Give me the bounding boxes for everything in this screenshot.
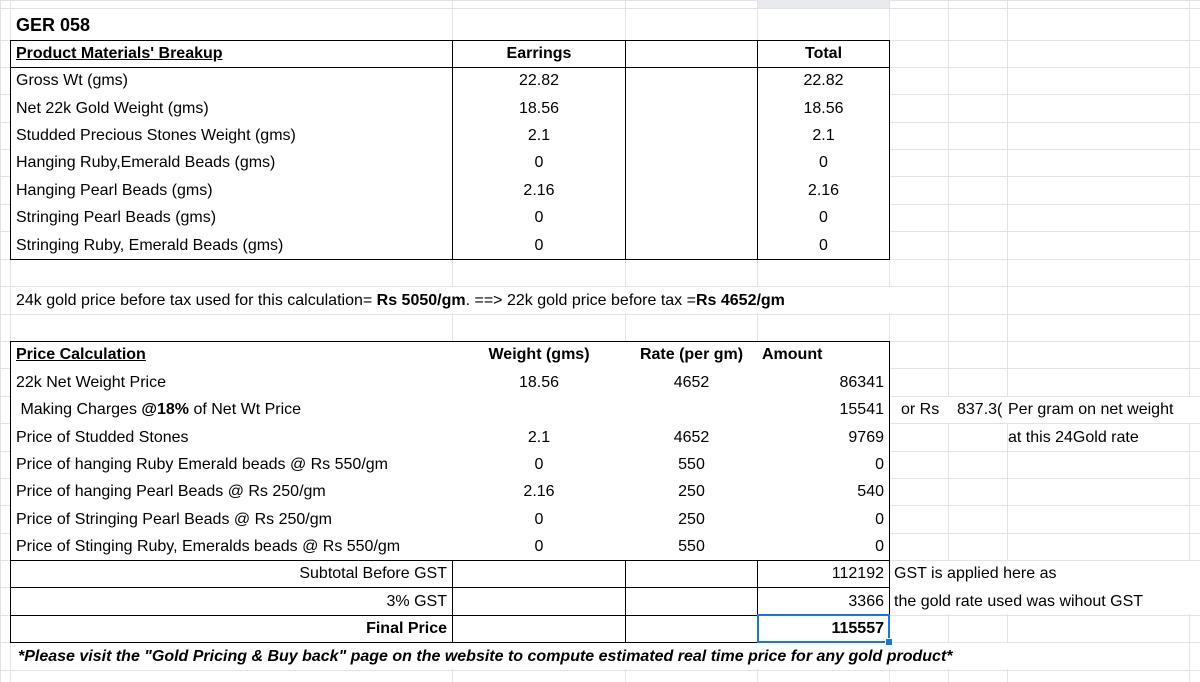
price-weight-value[interactable]: 0: [534, 538, 544, 555]
price-weight-value[interactable]: 0: [534, 456, 544, 473]
price-rate-value[interactable]: 550: [678, 456, 705, 473]
gold-note-text: . ==> 22k gold price before tax =: [465, 292, 696, 309]
weight-column-header[interactable]: Weight (gms): [488, 346, 590, 363]
price-weight-value[interactable]: 0: [534, 511, 544, 528]
gold-note-24k-rate: Rs 5050/gm: [376, 292, 466, 309]
materials-total-value[interactable]: 0: [819, 209, 828, 226]
materials-total-value[interactable]: 0: [819, 154, 828, 171]
price-row-label[interactable]: Price of Studded Stones: [16, 429, 189, 446]
materials-earrings-value[interactable]: 2.16: [523, 182, 555, 199]
earrings-column-header[interactable]: Earrings: [506, 45, 572, 62]
price-rate-value[interactable]: 250: [678, 511, 705, 528]
materials-total-value[interactable]: 0: [819, 237, 828, 254]
price-amount-value[interactable]: 15541: [839, 401, 884, 418]
materials-earrings-value[interactable]: 0: [534, 237, 544, 254]
rate-column-header[interactable]: Rate (per gm): [639, 346, 744, 363]
price-amount-value[interactable]: 9769: [848, 429, 884, 446]
final-price-label[interactable]: Final Price: [366, 620, 447, 637]
gst-amount[interactable]: 3366: [848, 593, 884, 610]
making-per-gram-or[interactable]: or Rs: [901, 401, 940, 418]
materials-row-label[interactable]: Stringing Ruby, Emerald Beads (gms): [16, 237, 284, 254]
materials-total-value[interactable]: 2.16: [807, 182, 840, 199]
price-row-label[interactable]: Price of Stinging Ruby, Emeralds beads @ Rs 550/gm: [16, 538, 401, 555]
price-weight-value[interactable]: 2.1: [527, 429, 551, 446]
gridline: [0, 314, 1200, 315]
total-column-header[interactable]: Total: [804, 45, 843, 62]
amount-column-header[interactable]: Amount: [762, 346, 823, 363]
price-row-label[interactable]: [16, 396, 446, 423]
subtotal-label[interactable]: Subtotal Before GST: [299, 565, 447, 582]
selected-cell[interactable]: [757, 614, 890, 643]
materials-row-label[interactable]: Hanging Ruby,Emerald Beads (gms): [16, 154, 276, 171]
price-amount-value[interactable]: 86341: [839, 374, 884, 391]
materials-row-label[interactable]: Stringing Pearl Beads (gms): [16, 209, 217, 226]
price-amount-value[interactable]: 0: [875, 511, 884, 528]
making-per-gram-note[interactable]: Per gram on net weight: [1008, 401, 1174, 418]
price-rate-value[interactable]: 4652: [673, 429, 710, 446]
gst-note-line1[interactable]: GST is applied here as: [894, 565, 1057, 582]
materials-row-label[interactable]: Studded Precious Stones Weight (gms): [16, 127, 296, 144]
subtotal-amount[interactable]: 112192: [831, 565, 884, 582]
materials-earrings-value[interactable]: 2.1: [527, 127, 551, 144]
selected-column-header-strip: [757, 0, 890, 8]
gold-note-22k-rate: Rs 4652/gm: [695, 292, 785, 309]
price-amount-value[interactable]: 0: [875, 538, 884, 555]
price-rate-value[interactable]: 250: [678, 483, 705, 500]
price-amount-value[interactable]: 0: [875, 456, 884, 473]
price-row-label[interactable]: 22k Net Weight Price: [16, 374, 166, 391]
price-weight-value[interactable]: 18.56: [518, 374, 560, 391]
price-header-label[interactable]: Price Calculation: [16, 346, 146, 363]
materials-row-label[interactable]: Net 22k Gold Weight (gms): [16, 100, 209, 117]
price-weight-value[interactable]: [453, 396, 625, 423]
materials-row-label[interactable]: Gross Wt (gms): [16, 72, 128, 89]
materials-earrings-value[interactable]: 0: [534, 154, 544, 171]
materials-total-value[interactable]: 18.56: [803, 100, 844, 117]
making-charges-percent: @18%: [141, 401, 190, 418]
price-rate-value[interactable]: [626, 396, 757, 423]
gst-note-line2[interactable]: the gold rate used was wihout GST: [894, 593, 1144, 610]
gridline: [0, 670, 1200, 671]
final-price-amount[interactable]: 115557: [831, 620, 884, 637]
price-rate-value[interactable]: 4652: [673, 374, 710, 391]
materials-total-value[interactable]: 22.82: [803, 72, 844, 89]
materials-earrings-value[interactable]: 0: [534, 209, 544, 226]
price-amount-value[interactable]: 540: [857, 483, 884, 500]
gold-note-text: 24k gold price before tax used for this calculation=: [16, 292, 377, 309]
gridline: [0, 259, 1200, 260]
footnote[interactable]: *Please visit the "Gold Pricing & Buy back" page on the website to compute estimated real time price for any gold product*: [18, 648, 953, 665]
price-row-label[interactable]: Price of hanging Pearl Beads @ Rs 250/gm: [16, 483, 326, 500]
price-row-label[interactable]: Price of Stringing Pearl Beads @ Rs 250/gm: [16, 511, 332, 528]
price-weight-value[interactable]: 2.16: [523, 483, 555, 500]
making-charges-label-rest: of Net Wt Price: [189, 401, 302, 418]
making-per-gram-value[interactable]: 837.3(: [957, 401, 1003, 418]
gst-label[interactable]: 3% GST: [386, 593, 447, 610]
materials-header-label[interactable]: Product Materials' Breakup: [16, 45, 223, 62]
price-rate-value[interactable]: 550: [678, 538, 705, 555]
gold-price-note[interactable]: [16, 287, 916, 314]
materials-earrings-value[interactable]: 22.82: [518, 72, 560, 89]
materials-earrings-value[interactable]: 18.56: [518, 100, 560, 117]
materials-total-value[interactable]: 2.1: [812, 127, 835, 144]
gold-rate-note[interactable]: at this 24Gold rate: [1008, 429, 1139, 446]
sheet-title[interactable]: GER 058: [16, 15, 91, 35]
materials-row-label[interactable]: Hanging Pearl Beads (gms): [16, 182, 213, 199]
making-charges-label: Making Charges: [16, 401, 142, 418]
price-row-label[interactable]: Price of hanging Ruby Emerald beads @ Rs 550/gm: [16, 456, 388, 473]
